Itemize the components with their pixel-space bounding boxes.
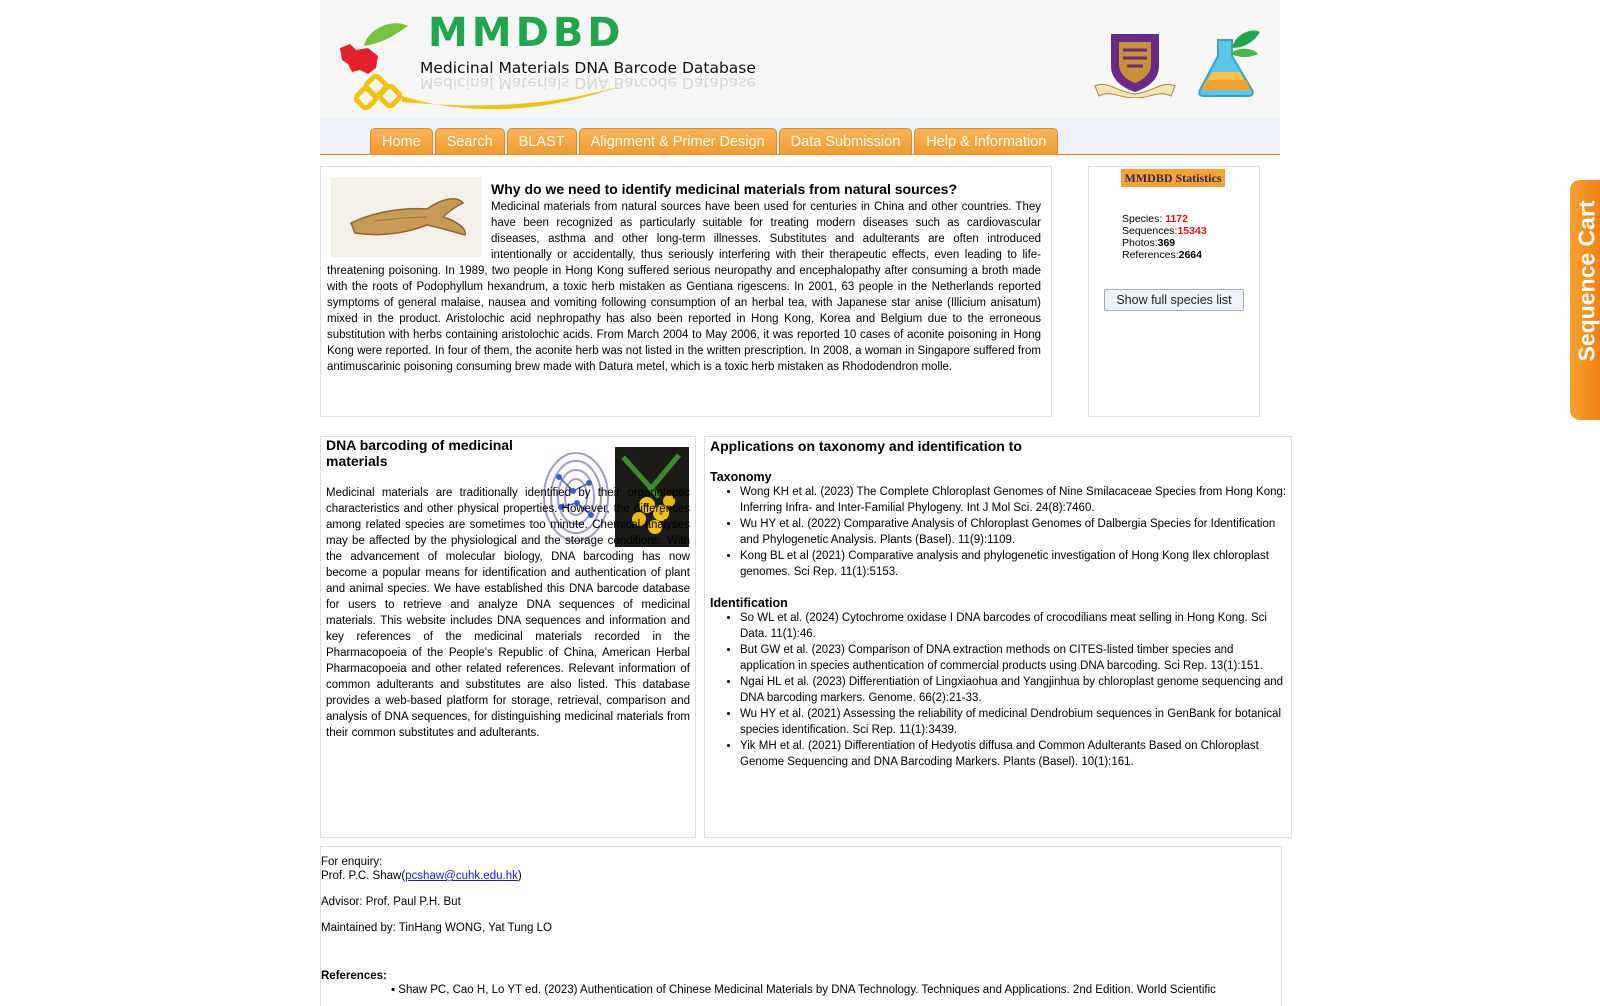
stat-species-value: 1172 bbox=[1165, 213, 1188, 225]
maintained-line: Maintained by: TinHang WONG, Yat Tung LO bbox=[321, 921, 552, 935]
taxonomy-heading: Taxonomy bbox=[710, 470, 1291, 484]
list-item: • Wu HY et al. (2022) Comparative Analysis of Chloroplast Genomes of Dalbergia Species for Identification and Phylogenetic Analysis. Plants (Basel). 11(9):1109. bbox=[740, 516, 1291, 548]
stat-references bbox=[1122, 249, 1207, 261]
applications-panel bbox=[704, 436, 1292, 838]
taxonomy-list bbox=[705, 484, 1291, 580]
list-item: • Wong KH et al. (2023) The Complete Chloroplast Genomes of Nine Smilacaceae Species from Hong Kong: Inferring Infra- and Inter-Familial Phylogeny. Int J Mol Sci. 24(8):7460. bbox=[740, 484, 1291, 516]
logo-title: MMDBD bbox=[428, 10, 625, 56]
main-navbar bbox=[320, 118, 1280, 155]
identification-list bbox=[705, 610, 1291, 770]
reference-text: Shaw PC, Cao H, Lo YT ed. (2023) Authentication of Chinese Medicinal Materials by DNA Technology. Techniques and Applications. 2nd Edition. World Scientific bbox=[398, 984, 1216, 996]
list-item: • So WL et al. (2024) Cytochrome oxidase I DNA barcodes of crocodilians meat selling in Hong Kong. Sci Data. 11(1):46. bbox=[740, 610, 1291, 642]
enquiry-label: For enquiry: bbox=[321, 855, 382, 869]
applications-title: Applications on taxonomy and identification to bbox=[710, 438, 1291, 454]
nav-help-information[interactable]: Help & Information bbox=[914, 128, 1058, 155]
contact-suffix: ) bbox=[518, 870, 522, 882]
nav-data-submission[interactable]: Data Submission bbox=[779, 128, 913, 155]
logo-subtitle-reflection: Medicinal Materials DNA Barcode Database bbox=[420, 74, 756, 92]
intro-title: Why do we need to identify medicinal materials from natural sources? bbox=[321, 181, 1041, 197]
stat-references-value: 2664 bbox=[1179, 249, 1202, 261]
list-item: • Wu HY et al. (2021) Assessing the reliability of medicinal Dendrobium sequences in GenBank for botanical species identification. Sci Rep. 11(1):3439. bbox=[740, 706, 1291, 738]
contact-name: Prof. P.C. Shaw( bbox=[321, 870, 405, 882]
list-item: • Yik MH et al. (2021) Differentiation of Hedyotis diffusa and Common Adulterants Based on Chloroplast Genome Sequencing and DNA Barcoding Markers. Plants (Basel). 10(1):161. bbox=[740, 738, 1291, 770]
stat-sequences bbox=[1122, 225, 1207, 237]
references-heading: References: bbox=[321, 969, 387, 983]
intro-panel bbox=[320, 166, 1052, 417]
list-item: • Ngai HL et al. (2023) Differentiation of Lingxiaohua and Yangjinhua by chloroplast genome sequencing and DNA barcoding markers. Genome. 66(2):21-33. bbox=[740, 674, 1291, 706]
stat-species-label: Species: bbox=[1122, 213, 1162, 225]
list-item: ▪ Shaw PC, Cao H, Lo YT ed. (2023) Authentication of Chinese Medicinal Materials by DNA Technology. Techniques and Applications. 2nd Edition. World Scientific bbox=[391, 983, 1216, 997]
stat-photos bbox=[1122, 237, 1207, 249]
site-footer bbox=[320, 846, 1282, 1006]
dna-barcoding-title: DNA barcoding of medicinal materials bbox=[326, 437, 522, 469]
advisor-line: Advisor: Prof. Paul P.H. But bbox=[321, 895, 461, 909]
ginseng-root-image bbox=[331, 177, 481, 257]
stat-references-label: References: bbox=[1122, 249, 1179, 261]
stat-species bbox=[1122, 213, 1207, 225]
nav-blast[interactable]: BLAST bbox=[507, 128, 577, 155]
dna-barcoding-body: Medicinal materials are traditionally identified by their organoleptic characteristics and other physical properties. However, the differences among related species are sometimes too minute. Chemical analyses may be affected by the physiological and the storage conditions. With the advancement of molecular biology, DNA barcoding has now become a popular means for identification and authentication of plant and animal species. We have established this DNA barcode database for users to retrieve and analyze DNA sequences of medicinal materials. This website includes DNA sequences and information and key references of the medicinal materials recorded in the Pharmacopoeia of the People’s Republic of China, American Herbal Pharmacopoeia and other related references. Relevant information of common adulterants and substitutes are also listed. This database provides a web-based platform for storage, retrieval, comparison and analysis of DNA sequences, for distinguishing medicinal materials from their common substitutes and adulterants. bbox=[326, 485, 690, 741]
stat-sequences-value: 15343 bbox=[1177, 225, 1206, 237]
statistics-list bbox=[1122, 213, 1207, 261]
site-header bbox=[320, 0, 1280, 118]
dna-barcoding-panel bbox=[320, 436, 696, 838]
mmdbd-logo[interactable] bbox=[338, 8, 738, 116]
flask-leaf-icon[interactable] bbox=[1196, 28, 1262, 101]
intro-body: Medicinal materials from natural sources have been used for centuries in China and other countries. They have been recognized as particularly suitable for treating modern diseases such as cardiovascular diseases, asthma and other long-term illnesses. Substitutes and adulterants are often introduced intentionally or accidentally, thus seriously interfering with their therapeutic effects, even leading to life-threatening poisoning. In 1989, two people in Hong Kong suffered serious neuropathy and encephalopathy after consuming a broth made with the roots of Podophyllum hexandrum, a toxic herb mistaken as Gentiana rigescens. In 2001, 63 people in the Netherlands reported symptoms of general malaise, nausea and vomiting following consumption of an herbal tea, with Japanese star anise (Illicium anisatum) mixed in the product. Aristolochic acid nephropathy has also been reported in Hong Kong, Korea and Belgium due to the erroneous substitution with herbs containing aristolochic acids. From March 2004 to May 2006, it was reported 10 cases of aconite poisoning in Hong Kong were reported. In four of them, the aconite herb was not listed in the written prescription. In 2008, a woman in Singapore suffered from antimuscarinic poisoning consuming brew made with Datura metel, which is a toxic herb mistaken as Rhododendron molle. bbox=[327, 199, 1041, 375]
contact-email-link[interactable]: pcshaw@cuhk.edu.hk bbox=[405, 870, 518, 882]
statistics-title: MMDBD Statistics bbox=[1121, 169, 1225, 187]
sequence-cart-tab[interactable] bbox=[1570, 180, 1600, 420]
cuhk-crest-icon[interactable] bbox=[1093, 30, 1177, 101]
list-item: • Kong BL et al (2021) Comparative analysis and phylogenetic investigation of Hong Kong Ilex chloroplast genomes. Sci Rep. 11(1):5153. bbox=[740, 548, 1291, 580]
contact-line bbox=[321, 869, 522, 883]
nav-search[interactable]: Search bbox=[435, 128, 505, 155]
stat-photos-value: 369 bbox=[1158, 237, 1176, 249]
list-item: • But GW et al. (2023) Comparison of DNA extraction methods on CITES-listed timber species and application in species authentication of commercial products using DNA barcoding. Sci Rep. 13(1):151. bbox=[740, 642, 1291, 674]
nav-home[interactable]: Home bbox=[370, 128, 433, 155]
stat-photos-label: Photos: bbox=[1122, 237, 1158, 249]
sequence-cart-label: Sequence Cart bbox=[1574, 232, 1600, 362]
references-list bbox=[391, 983, 1216, 997]
statistics-panel bbox=[1088, 166, 1260, 417]
identification-heading: Identification bbox=[710, 596, 1291, 610]
logo-subtitle: Medicinal Materials DNA Barcode Database bbox=[420, 59, 756, 77]
stat-sequences-label: Sequences: bbox=[1122, 225, 1177, 237]
nav-alignment-primer-design[interactable]: Alignment & Primer Design bbox=[579, 128, 777, 155]
show-full-species-list-button[interactable]: Show full species list bbox=[1104, 289, 1244, 311]
